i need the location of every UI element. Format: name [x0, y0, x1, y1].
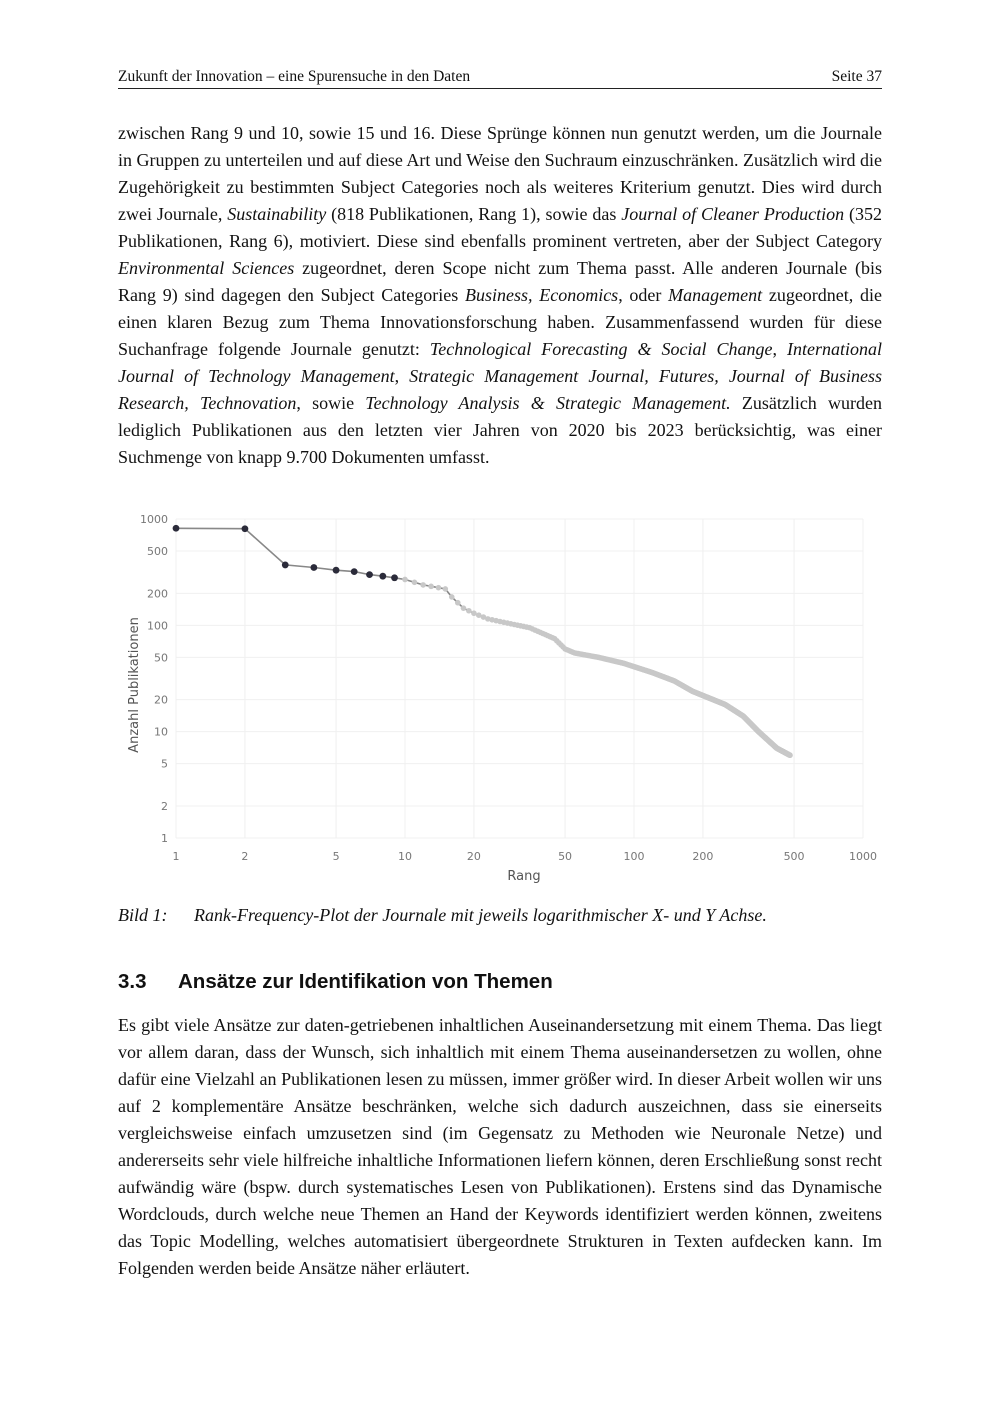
text-run: (352 Publikationen, Rang 6), motiviert. Diese sind ebenfalls prominent vertreten, aber der Subject Category	[118, 204, 883, 251]
chart-marks	[173, 525, 793, 758]
data-point-highlight	[173, 525, 180, 532]
text-run: zugeordnet, die einen klaren Bezug zum Thema Innovationsforschung haben. Zusammenfassend wurden für diese Suchanfrage folgende Journale genutzt:	[118, 285, 883, 359]
italic-run: Management	[668, 285, 763, 305]
italic-run: Technological Forecasting & Social Change	[429, 339, 773, 359]
italic-run: Strategic Management Journal, Futures, Journal of Business Research, Technovation	[118, 366, 883, 413]
x-tick-label: 500	[783, 850, 805, 863]
x-tick-label: 5	[332, 850, 340, 863]
rank-frequency-chart	[118, 505, 888, 895]
data-point	[787, 752, 793, 758]
x-tick-label: 10	[398, 850, 412, 863]
y-tick-label: 50	[154, 651, 168, 665]
data-point-highlight	[282, 562, 289, 569]
x-tick-label: 100	[623, 850, 645, 863]
italic-run: Journal of Cleaner Production	[621, 204, 845, 224]
italic-run: Sustainability	[227, 204, 327, 224]
data-point-highlight	[391, 574, 398, 581]
body-paragraph-1	[118, 120, 882, 471]
x-tick-label: 50	[558, 850, 573, 863]
text-run: ,	[394, 366, 410, 386]
chart-grid	[176, 519, 863, 838]
section-heading	[118, 970, 553, 994]
data-point-highlight	[379, 573, 386, 580]
data-point	[402, 577, 408, 583]
text-run: , oder	[618, 285, 669, 305]
data-point-highlight	[310, 564, 317, 571]
body-paragraph-2: Es gibt viele Ansätze zur daten-getriebenen inhaltlichen Auseinandersetzung mit einem Thema. Das liegt vor allem daran, dass der Wunsch, sich inhaltlich mit einem Thema auseinandersetzen zu wollen, ohne dafür eine Vielzahl an Publikationen lesen zu müssen, immer größer wird. In dieser Arbeit wollen wir uns auf 2 komplementäre Ansätze beschränken, welche sich dadurch auszeichnen, dass sie einerseits vergleichsweise einfach umzusetzen sind (im Gegensatz zu Methoden wie Neuronale Netze) und andererseits sehr viele hilfreiche inhaltliche Informationen liefern können, deren Erschließung sonst recht aufwändig wäre (bspw. durch systematisches Lesen von Publikationen). Erstens sind das Dynamische Wordclouds, durch welche neue Themen an Hand der Keywords identifiziert werden können, zweitens das Topic Modelling, welches automatisiert übergeordnete Strukturen in Texten aufdecken kann. Im Folgenden werden beide Ansätze näher erläutert.	[118, 1015, 882, 1278]
y-axis-label: Anzahl Publikationen	[127, 617, 142, 753]
italic-run: Technology Analysis & Strategic Management.	[365, 393, 731, 413]
x-tick-label: 20	[466, 850, 481, 863]
text-run: zwischen Rang 9 und 10, sowie 15 und 16. Diese Sprünge können nun genutzt werden, um die Journale in Gruppen zu unterteilen und auf diese Art und Weise den Suchraum einzuschränken. Zusätzlich wird die Zugehörigkeit zu bestimmten Subject Categories noch als weiteres Kriterium genutzt. Dies wird durch zwei Journale,	[118, 123, 882, 224]
data-point	[471, 610, 477, 616]
data-point-highlight	[351, 568, 358, 575]
y-axis-ticks	[140, 513, 168, 845]
y-tick-label: 100	[147, 619, 168, 633]
caption-number: Bild 1:	[118, 905, 168, 925]
figure-caption	[118, 905, 767, 926]
y-tick-label: 500	[147, 545, 168, 559]
italic-run: International Journal of Technology Management	[118, 339, 883, 386]
data-point	[466, 608, 472, 614]
data-point	[412, 580, 418, 586]
y-tick-label: 10	[154, 725, 168, 739]
x-tick-label: 1	[172, 850, 180, 863]
data-point-highlight	[242, 525, 249, 532]
page-header	[118, 66, 882, 89]
text-run: (818 Publikationen, Rang 1), sowie das	[326, 204, 622, 224]
page-number: Seite 37	[831, 68, 882, 85]
series-line	[176, 528, 790, 755]
data-point	[428, 584, 434, 590]
italic-run: Business, Economics	[464, 285, 619, 305]
data-point-highlight	[333, 567, 340, 574]
data-point-highlight	[366, 571, 373, 578]
data-point	[455, 600, 461, 606]
x-axis-label: Rang	[507, 869, 541, 884]
x-tick-label: 2	[241, 850, 249, 863]
y-tick-label: 1000	[140, 513, 168, 526]
text-run: Zusätzlich wurden lediglich Publikationen aus den letzten vier Jahren von 2020 bis 2023 berücksichtig, was einer Suchmenge von knapp 9.700 Dokumenten umfasst.	[118, 393, 883, 467]
x-tick-label: 200	[692, 850, 714, 863]
data-point	[420, 582, 426, 588]
caption-text: Rank-Frequency-Plot der Journale mit jeweils logarithmischer X- und Y Achse.	[194, 905, 767, 925]
data-point	[436, 585, 442, 591]
y-tick-label: 2	[161, 799, 168, 813]
y-tick-label: 20	[154, 693, 168, 707]
data-point	[443, 586, 449, 592]
y-tick-label: 1	[161, 832, 168, 845]
data-point	[449, 594, 455, 600]
data-point	[461, 605, 467, 611]
y-tick-label: 5	[161, 757, 168, 771]
x-tick-label: 1000	[849, 850, 877, 863]
section-title: Ansätze zur Identifikation von Themen	[178, 970, 553, 993]
header-title: Zukunft der Innovation – eine Spurensuche in den Daten	[118, 68, 471, 85]
text-run: zugeordnet, deren Scope nicht zum Thema passt. Alle anderen Journale (bis Rang 9) sind dagegen den Subject Categories	[118, 258, 882, 305]
y-tick-label: 200	[147, 587, 168, 601]
text-run: , sowie	[296, 393, 366, 413]
text-run: ,	[772, 339, 788, 359]
section-number: 3.3	[118, 970, 147, 993]
x-axis-ticks	[173, 850, 878, 863]
italic-run: Environmental Sciences	[118, 258, 295, 278]
